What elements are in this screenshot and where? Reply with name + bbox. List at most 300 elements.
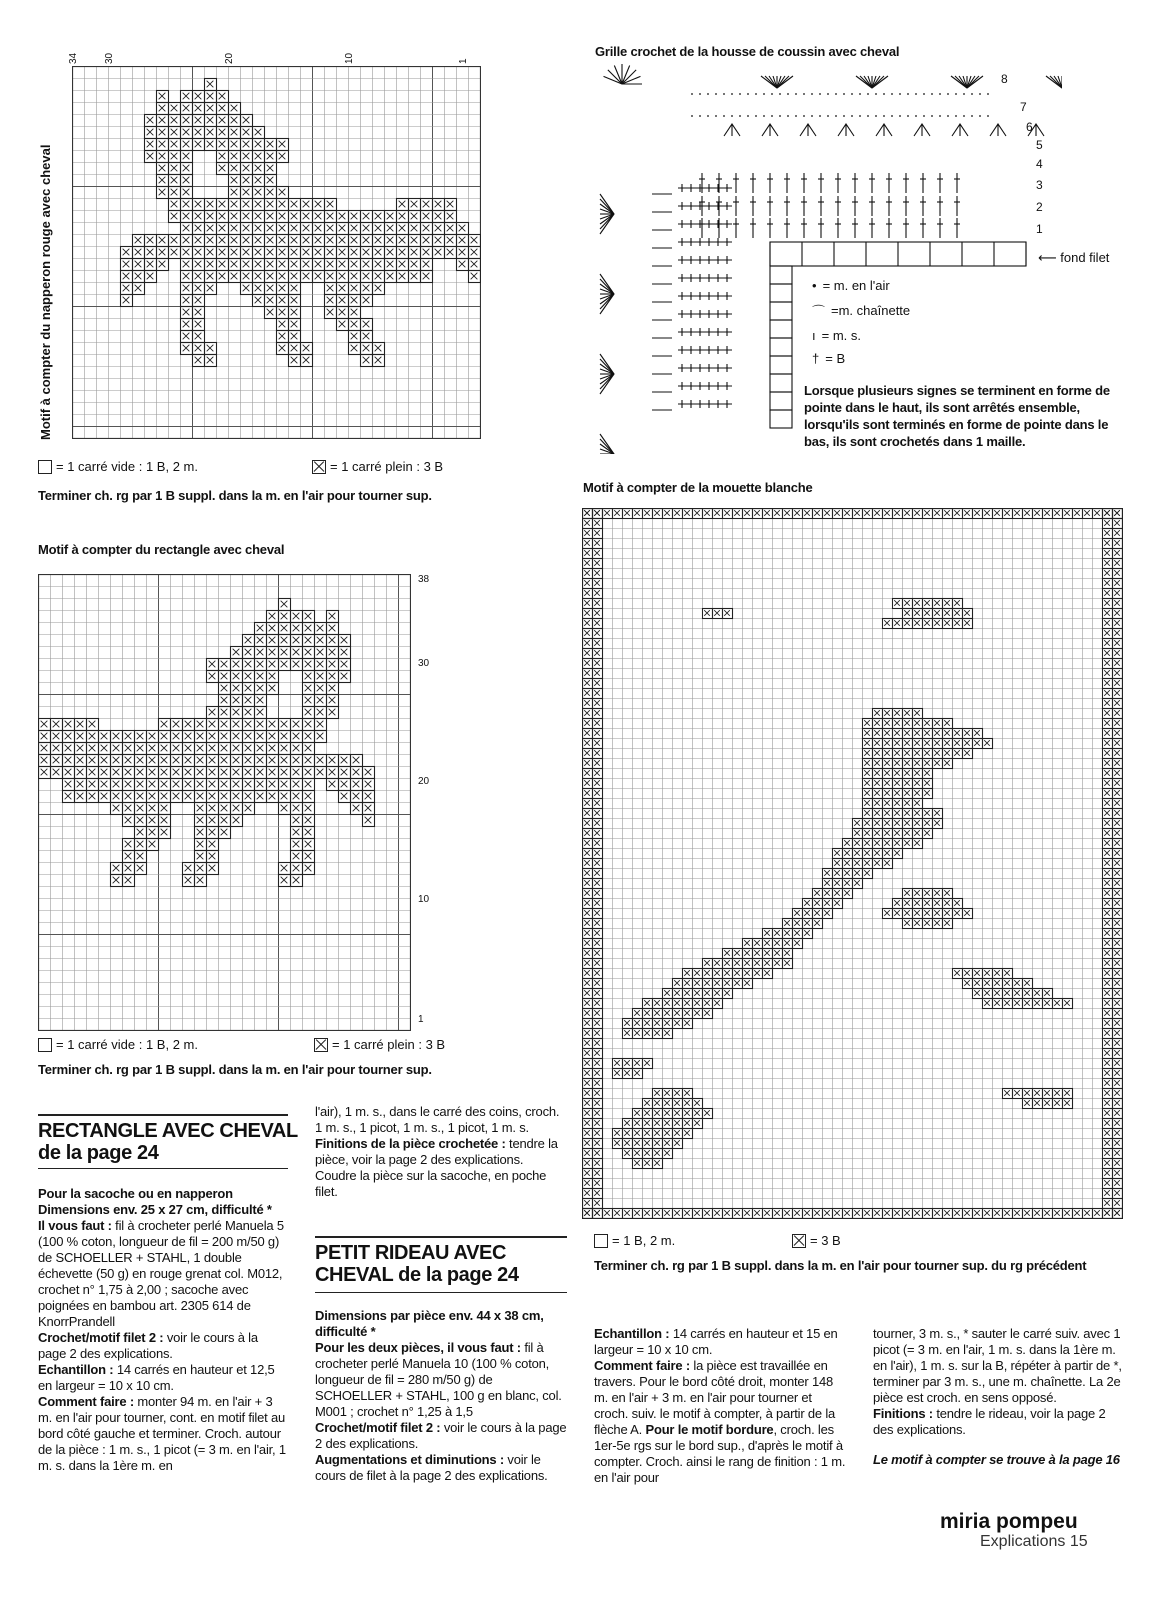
chart2-filled-cell <box>99 767 111 779</box>
chart2-filled-cell <box>111 779 123 791</box>
chart2-filled-cell <box>195 767 207 779</box>
article2-materials <box>315 1340 567 1420</box>
chart3-filled-cell <box>773 929 783 939</box>
crochet-stitch-symbol <box>739 93 741 95</box>
chart3-filled-cell <box>593 539 603 549</box>
chart3-filled-cell <box>803 909 813 919</box>
chart2-filled-cell <box>195 731 207 743</box>
chart3-filled-cell <box>723 969 733 979</box>
chart2-filled-cell <box>267 779 279 791</box>
chart3-filled-cell <box>1113 1019 1123 1029</box>
chart3-filled-cell <box>1113 709 1123 719</box>
chart2-filled-cell <box>207 707 219 719</box>
chart2-filled-cell <box>123 743 135 755</box>
chart1-grid <box>72 66 481 439</box>
chart3-filled-cell <box>883 839 893 849</box>
chart2-filled-cell <box>75 731 87 743</box>
chart3-filled-cell <box>1113 1189 1123 1199</box>
article2-method-label: Comment faire : <box>594 1358 690 1373</box>
chart1-filled-cell <box>301 211 313 223</box>
chart3-filled-cell <box>843 849 853 859</box>
chart2-filled-cell <box>147 827 159 839</box>
chart3-filled-cell <box>593 1019 603 1029</box>
chart3-filled-cell <box>1053 1209 1063 1219</box>
crochet-stitch-symbol <box>939 93 941 95</box>
chart1-filled-cell <box>349 223 361 235</box>
chart3-filled-cell <box>1033 509 1043 519</box>
chart2-filled-cell <box>303 695 315 707</box>
chart1-filled-cell <box>205 79 217 91</box>
chart3-filled-cell <box>903 729 913 739</box>
article2-technique-label: Crochet/motif filet 2 : <box>315 1420 441 1435</box>
chart1-filled-cell <box>253 247 265 259</box>
chart2-filled-cell <box>147 755 159 767</box>
chart3-filled-cell <box>913 599 923 609</box>
chart3-filled-cell <box>1023 999 1033 1009</box>
chart2-filled-cell <box>255 635 267 647</box>
chart3-filled-cell <box>693 1009 703 1019</box>
chart2-filled-cell <box>327 623 339 635</box>
crochet-stitch-symbol <box>979 115 981 117</box>
crochet-stitch-symbol <box>699 93 701 95</box>
chart3-filled-cell <box>1013 989 1023 999</box>
chart3-filled-cell <box>753 509 763 519</box>
chart2-filled-cell <box>111 791 123 803</box>
article1-dimensions: Dimensions env. 25 x 27 cm, difficulté * <box>38 1202 272 1217</box>
chart3-filled-cell <box>823 889 833 899</box>
article2-column2 <box>594 1326 849 1486</box>
chart3-filled-cell <box>593 1009 603 1019</box>
chart3-filled-cell <box>943 749 953 759</box>
chart3-filled-cell <box>583 739 593 749</box>
chart3-filled-cell <box>683 1089 693 1099</box>
chart3-filled-cell <box>583 1079 593 1089</box>
chart2-filled-cell <box>243 707 255 719</box>
chart3-filled-cell <box>853 849 863 859</box>
chart3-filled-cell <box>653 1009 663 1019</box>
chart1-filled-cell <box>145 115 157 127</box>
chart3-filled-cell <box>773 509 783 519</box>
crochet-stitch-symbol <box>838 124 854 136</box>
chart3-filled-cell <box>673 1089 683 1099</box>
chart3-filled-cell <box>983 979 993 989</box>
chart3-filled-cell <box>723 949 733 959</box>
chart1-filled-cell <box>181 103 193 115</box>
chart3-filled-cell <box>583 1159 593 1169</box>
chart2-filled-cell <box>171 791 183 803</box>
crochet-stitch-symbol <box>769 76 777 88</box>
chart2-filled-cell <box>303 803 315 815</box>
chart3-filled-cell <box>933 819 943 829</box>
chart3-filled-cell <box>903 909 913 919</box>
chart3-filled-cell <box>693 1099 703 1109</box>
chart3-filled-cell <box>583 1029 593 1039</box>
chart2-filled-cell <box>363 779 375 791</box>
chart3-filled-cell <box>593 599 603 609</box>
crochet-stitch-symbol <box>795 93 797 95</box>
chart3-filled-cell <box>633 1149 643 1159</box>
chart2-filled-cell <box>63 743 75 755</box>
chart2-legend-full <box>314 1037 445 1052</box>
chart3-filled-cell <box>1033 1209 1043 1219</box>
chart1-filled-cell <box>349 271 361 283</box>
chart3-filled-cell <box>1113 889 1123 899</box>
chart3-filled-cell <box>873 779 883 789</box>
chart3-filled-cell <box>1003 1089 1013 1099</box>
chart3-filled-cell <box>1003 969 1013 979</box>
chart3-filled-cell <box>1053 1089 1063 1099</box>
chart3-filled-cell <box>1103 849 1113 859</box>
chart3-filled-cell <box>823 909 833 919</box>
article1-finishing <box>315 1136 567 1200</box>
chart2-filled-cell <box>279 623 291 635</box>
chart3-filled-cell <box>1113 909 1123 919</box>
chart1-filled-cell <box>181 343 193 355</box>
chart1-filled-cell <box>433 247 445 259</box>
chart2-filled-cell <box>99 731 111 743</box>
chart2-filled-cell <box>243 731 255 743</box>
chart1-filled-cell <box>169 211 181 223</box>
crochet-stitch-symbol <box>762 124 778 136</box>
chart3-filled-cell <box>1033 1099 1043 1109</box>
chart1-filled-cell <box>325 199 337 211</box>
chart3-filled-cell <box>793 1209 803 1219</box>
chart2-filled-cell <box>195 851 207 863</box>
chart3-filled-cell <box>923 1209 933 1219</box>
chart1-filled-cell <box>361 223 373 235</box>
chart1-filled-cell <box>445 247 457 259</box>
chart2-filled-cell <box>267 767 279 779</box>
chart2-filled-cell <box>87 791 99 803</box>
chart1-filled-cell <box>145 151 157 163</box>
chart1-filled-cell <box>349 343 361 355</box>
chart2-filled-cell <box>75 791 87 803</box>
chart3-filled-cell <box>583 969 593 979</box>
chart1-filled-cell <box>409 235 421 247</box>
chart2-filled-cell <box>291 839 303 851</box>
chart3-filled-cell <box>863 839 873 849</box>
chart2-filled-cell <box>159 719 171 731</box>
chart3-filled-cell <box>593 579 603 589</box>
chart3-filled-cell <box>803 919 813 929</box>
chart2-filled-cell <box>327 755 339 767</box>
chart3-filled-cell <box>853 509 863 519</box>
chart2-filled-cell <box>327 659 339 671</box>
chart1-filled-cell <box>385 247 397 259</box>
chart1-filled-cell <box>241 223 253 235</box>
chart3-filled-cell <box>1113 1039 1123 1049</box>
chart1-filled-cell <box>157 139 169 151</box>
chart3-filled-cell <box>593 1109 603 1119</box>
chart3-filled-cell <box>993 999 1003 1009</box>
chart2-filled-cell <box>303 659 315 671</box>
chart1-filled-cell <box>193 115 205 127</box>
chart1-filled-cell <box>361 319 373 331</box>
chart2-filled-cell <box>87 743 99 755</box>
chart1-filled-cell <box>265 271 277 283</box>
chart3-filled-cell <box>873 719 883 729</box>
chart2-filled-cell <box>123 875 135 887</box>
chart3-filled-cell <box>1113 1109 1123 1119</box>
chart3-filled-cell <box>593 759 603 769</box>
chart3-filled-cell <box>793 909 803 919</box>
chart3-filled-cell <box>1083 509 1093 519</box>
chart1-filled-cell <box>193 271 205 283</box>
chart3-filled-cell <box>833 509 843 519</box>
chart1-filled-cell <box>361 343 373 355</box>
chart3-title: Motif à compter de la mouette blanche <box>583 480 813 495</box>
chart3-filled-cell <box>1113 989 1123 999</box>
chart2-filled-cell <box>135 743 147 755</box>
chart2-filled-cell <box>231 791 243 803</box>
chart1-filled-cell <box>433 235 445 247</box>
chart2-legend-empty <box>38 1037 198 1052</box>
chart1-filled-cell <box>457 247 469 259</box>
chart3-filled-cell <box>903 739 913 749</box>
chart3-filled-cell <box>593 619 603 629</box>
chart3-filled-cell <box>973 1209 983 1219</box>
chart1-filled-cell <box>373 343 385 355</box>
article1-gauge <box>38 1362 288 1394</box>
chart3-filled-cell <box>933 889 943 899</box>
chart2-filled-cell <box>363 767 375 779</box>
chart1-filled-cell <box>277 187 289 199</box>
chart3-filled-cell <box>1113 669 1123 679</box>
article2-materials-label: Pour les deux pièces, il vous faut : <box>315 1340 521 1355</box>
chart3-filled-cell <box>1113 1129 1123 1139</box>
chart1-filled-cell <box>349 307 361 319</box>
chart1-filled-cell <box>205 115 217 127</box>
chart3-filled-cell <box>913 619 923 629</box>
chart3-note: Terminer ch. rg par 1 B suppl. dans la m. en l'air pour tourner sup. du rg précédent <box>594 1258 1087 1273</box>
chart3-filled-cell <box>863 869 873 879</box>
chart1-filled-cell <box>265 223 277 235</box>
chart1-filled-cell <box>181 259 193 271</box>
chart1-filled-cell <box>337 235 349 247</box>
chart3-filled-cell <box>583 749 593 759</box>
chart3-filled-cell <box>753 969 763 979</box>
chart3-filled-cell <box>583 999 593 1009</box>
chart2-filled-cell <box>267 659 279 671</box>
chart2-filled-cell <box>279 779 291 791</box>
chart3-filled-cell <box>653 999 663 1009</box>
chart2-filled-cell <box>159 755 171 767</box>
chart1-filled-cell <box>229 235 241 247</box>
chart3-filled-cell <box>583 679 593 689</box>
chart1-filled-cell <box>469 271 481 283</box>
chart3-filled-cell <box>593 909 603 919</box>
chart1-filled-cell <box>181 283 193 295</box>
chart3-filled-cell <box>713 509 723 519</box>
chart2-filled-cell <box>279 647 291 659</box>
chart2-filled-cell <box>147 779 159 791</box>
chart2-filled-cell <box>219 659 231 671</box>
chart3-filled-cell <box>893 749 903 759</box>
chart3-filled-cell <box>593 789 603 799</box>
chart2-filled-cell <box>303 863 315 875</box>
chart1-filled-cell <box>253 283 265 295</box>
chart3-filled-cell <box>633 1139 643 1149</box>
chart3-filled-cell <box>583 1149 593 1159</box>
crochet-grid-title: Grille crochet de la housse de coussin avec cheval <box>595 44 900 59</box>
chart2-filled-cell <box>243 791 255 803</box>
chart1-filled-cell <box>313 235 325 247</box>
chart3-filled-cell <box>1103 589 1113 599</box>
chart3-filled-cell <box>593 839 603 849</box>
chart2-filled-cell <box>171 743 183 755</box>
chart2-filled-cell <box>279 611 291 623</box>
chart3-filled-cell <box>853 869 863 879</box>
chart3-filled-cell <box>593 1159 603 1169</box>
chart3-filled-cell <box>883 799 893 809</box>
chart3-filled-cell <box>963 619 973 629</box>
chart3-filled-cell <box>583 1019 593 1029</box>
chart3-filled-cell <box>683 999 693 1009</box>
chart3-filled-cell <box>593 1059 603 1069</box>
chart1-filled-cell <box>325 295 337 307</box>
chart3-filled-cell <box>923 739 933 749</box>
chart1-filled-cell <box>229 247 241 259</box>
chart1-filled-cell <box>193 235 205 247</box>
chart3-filled-cell <box>963 739 973 749</box>
chart2-filled-cell <box>63 719 75 731</box>
chart3-filled-cell <box>823 879 833 889</box>
chart3-filled-cell <box>953 599 963 609</box>
chart3-filled-cell <box>1113 819 1123 829</box>
chart3-filled-cell <box>903 899 913 909</box>
chart2-filled-cell <box>255 779 267 791</box>
chart3-filled-cell <box>583 1169 593 1179</box>
article2-border-text: , croch. les 1er-5e rgs sur le bord sup., d'après le motif à compter. Croch. ainsi le rang de finition : 1 m. en l'air pour <box>594 1422 846 1485</box>
chart3-filled-cell <box>1103 1119 1113 1129</box>
article2-increases-label: Augmentations et diminutions : <box>315 1452 504 1467</box>
chart1-filled-cell <box>181 235 193 247</box>
crochet-stitch-symbol <box>731 93 733 95</box>
chart2-filled-cell <box>135 779 147 791</box>
chart2-filled-cell <box>51 731 63 743</box>
chart3-filled-cell <box>663 989 673 999</box>
chart2-filled-cell <box>195 755 207 767</box>
chart2-filled-cell <box>231 659 243 671</box>
chart3-filled-cell <box>903 889 913 899</box>
chart3-filled-cell <box>893 759 903 769</box>
chart1-filled-cell <box>181 223 193 235</box>
chart3-filled-cell <box>653 1099 663 1109</box>
chart3-filled-cell <box>963 509 973 519</box>
chart3-filled-cell <box>1103 949 1113 959</box>
chart3-filled-cell <box>1103 1019 1113 1029</box>
chart3-filled-cell <box>1093 1209 1103 1219</box>
chart3-filled-cell <box>833 879 843 889</box>
chart3-filled-cell <box>903 709 913 719</box>
chart3-filled-cell <box>943 889 953 899</box>
chart3-filled-cell <box>943 759 953 769</box>
chart1-filled-cell <box>205 91 217 103</box>
chart3-filled-cell <box>1103 839 1113 849</box>
chart2-filled-cell <box>159 815 171 827</box>
chart3-filled-cell <box>593 709 603 719</box>
chart2-filled-cell <box>279 755 291 767</box>
chart3-filled-cell <box>923 899 933 909</box>
chart2-filled-cell <box>351 803 363 815</box>
chart3-filled-cell <box>593 519 603 529</box>
chart1-filled-cell <box>361 247 373 259</box>
chart2-filled-cell <box>147 803 159 815</box>
chart3-filled-cell <box>883 709 893 719</box>
chart1-filled-cell <box>457 235 469 247</box>
chart3-filled-cell <box>593 639 603 649</box>
chart2-filled-cell <box>303 683 315 695</box>
chart2-filled-cell <box>195 827 207 839</box>
filled-square-icon <box>312 460 326 474</box>
chart2-filled-cell <box>267 623 279 635</box>
chart3-filled-cell <box>773 959 783 969</box>
chart3-filled-cell <box>1103 759 1113 769</box>
crochet-stitch-symbol <box>691 115 693 117</box>
chart3-filled-cell <box>863 719 873 729</box>
chart1-filled-cell <box>217 211 229 223</box>
chart2-filled-cell <box>63 779 75 791</box>
chart3-filled-cell <box>1103 989 1113 999</box>
chart3-filled-cell <box>643 1059 653 1069</box>
chart3-filled-cell <box>813 1209 823 1219</box>
chart3-filled-cell <box>1113 659 1123 669</box>
chart1-filled-cell <box>301 355 313 367</box>
chart3-filled-cell <box>583 709 593 719</box>
chart1-filled-cell <box>145 235 157 247</box>
crochet-stitch-symbol <box>987 115 989 117</box>
chart1-filled-cell <box>445 211 457 223</box>
chart2-filled-cell <box>351 767 363 779</box>
chart2-filled-cell <box>123 755 135 767</box>
chart1-filled-cell <box>205 223 217 235</box>
chart2-filled-cell <box>147 815 159 827</box>
chart3-filled-cell <box>673 1209 683 1219</box>
chart1-filled-cell <box>265 259 277 271</box>
chart3-filled-cell <box>1113 1079 1123 1089</box>
chart1-filled-cell <box>337 211 349 223</box>
crochet-stitch-symbol <box>971 115 973 117</box>
chart1-filled-cell <box>397 223 409 235</box>
chart3-filled-cell <box>973 969 983 979</box>
chart1-filled-cell <box>157 247 169 259</box>
chart3-filled-cell <box>593 1089 603 1099</box>
chart3-filled-cell <box>973 729 983 739</box>
chart3-filled-cell <box>593 1039 603 1049</box>
chart3-filled-cell <box>583 1109 593 1119</box>
chart1-filled-cell <box>373 223 385 235</box>
chart3-filled-cell <box>893 839 903 849</box>
chart2-filled-cell <box>231 647 243 659</box>
chart3-filled-cell <box>893 769 903 779</box>
chart1-filled-cell <box>325 247 337 259</box>
chart3-filled-cell <box>813 919 823 929</box>
crochet-stitch-symbol <box>763 93 765 95</box>
chart3-filled-cell <box>1113 649 1123 659</box>
chart3-filled-cell <box>1103 729 1113 739</box>
chart3-filled-cell <box>653 1209 663 1219</box>
article1-finishing-text: tendre la pièce, voir la page 2 des explications. Coudre la pièce sur la sacoche, en poche filet. <box>315 1136 558 1199</box>
chart3-filled-cell <box>723 1209 733 1219</box>
chart1-filled-cell <box>349 331 361 343</box>
chart2-filled-cell <box>267 671 279 683</box>
chart3-filled-cell <box>873 819 883 829</box>
chart3-filled-cell <box>893 819 903 829</box>
chart1-filled-cell <box>385 271 397 283</box>
chart1-filled-cell <box>337 271 349 283</box>
crochet-stitch-symbol <box>955 115 957 117</box>
chart3-filled-cell <box>583 1189 593 1199</box>
